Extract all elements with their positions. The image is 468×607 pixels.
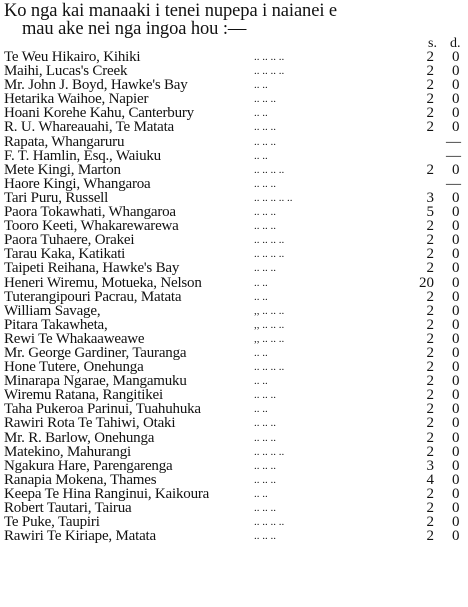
subscriber-name: Taha Pukeroa Parinui, Tuahuhuka — [4, 401, 201, 418]
amount-dash: — — [446, 147, 461, 164]
amount-shillings: 3 — [426, 457, 434, 474]
leader-dots: .. .. .. .. — [254, 445, 285, 458]
subscriber-name: Keepa Te Hina Ranginui, Kaikoura — [4, 485, 210, 502]
amount-shillings: 5 — [426, 204, 434, 221]
leader-dots: .. .. .. — [254, 459, 276, 472]
heading-line-2: mau ake nei nga ingoa hou :— — [22, 19, 247, 39]
amount-shillings: 2 — [426, 528, 434, 545]
leader-dots: .. .. .. .. .. — [254, 191, 293, 204]
amount-shillings: 2 — [426, 373, 434, 390]
amount-pence: 0 — [452, 77, 460, 94]
amount-pence: 0 — [452, 246, 460, 263]
amount-pence: 0 — [452, 415, 460, 432]
amount-pence: 0 — [452, 232, 460, 249]
subscriber-name: Ngakura Hare, Parengarenga — [4, 457, 173, 474]
list-item — [4, 416, 464, 430]
leader-dots: .. .. .. — [254, 206, 276, 219]
subscriber-name: Pitara Takawheta, — [4, 316, 108, 333]
list-item — [4, 149, 464, 163]
amount-shillings: 2 — [426, 49, 434, 65]
amount-shillings: 2 — [426, 260, 434, 277]
amount-pence: 0 — [452, 161, 460, 178]
subscriber-name: Tarau Kaka, Katikati — [4, 246, 126, 263]
subscriber-name: Rawiri Te Kiriape, Matata — [4, 528, 156, 545]
leader-dots: .. .. — [254, 276, 268, 289]
amount-pence: 0 — [452, 274, 460, 291]
amount-pence: 0 — [452, 373, 460, 390]
amount-shillings: 2 — [426, 500, 434, 516]
amount-shillings: 2 — [426, 232, 434, 249]
list-item — [4, 402, 464, 416]
leader-dots: .. .. .. — [254, 473, 276, 486]
amount-pence: 0 — [452, 514, 460, 531]
subscriber-name: Te Puke, Taupiri — [4, 514, 100, 531]
leader-dots: .. .. .. .. — [254, 248, 285, 261]
leader-dots: .. .. — [254, 79, 268, 92]
amount-shillings: 2 — [426, 401, 434, 418]
list-item — [4, 78, 464, 92]
list-item — [4, 135, 464, 149]
amount-pence: 0 — [452, 189, 460, 206]
subscriber-name: Tari Puru, Russell — [4, 189, 109, 206]
amount-pence: 0 — [452, 485, 460, 502]
leader-dots: .. .. .. — [254, 417, 276, 430]
subscriber-name: Robert Tautari, Tairua — [4, 500, 132, 516]
list-item — [4, 261, 464, 275]
amount-shillings: 20 — [419, 274, 434, 291]
leader-dots: .. .. .. — [254, 262, 276, 275]
amount-pence: 0 — [452, 471, 460, 488]
leader-dots: ,, .. .. .. — [254, 318, 285, 331]
list-item — [4, 106, 464, 120]
amount-pence: 0 — [452, 302, 460, 319]
leader-dots: .. .. .. — [254, 530, 276, 543]
amount-shillings: 2 — [426, 288, 434, 305]
subscriber-name: Haore Kingi, Whangaroa — [4, 175, 151, 192]
amount-pence: 0 — [452, 500, 460, 516]
list-item — [4, 120, 464, 134]
subscriber-name: Hoani Korehe Kahu, Canterbury — [4, 105, 194, 122]
subscriber-name: Rapata, Whangaruru — [4, 133, 125, 150]
list-item — [4, 163, 464, 177]
list-item — [4, 445, 464, 459]
list-item — [4, 501, 464, 515]
subscriber-name: Mr. George Gardiner, Tauranga — [4, 344, 187, 361]
leader-dots: .. .. .. — [254, 177, 276, 190]
amount-pence: 0 — [452, 204, 460, 221]
leader-dots: .. .. .. .. — [254, 51, 285, 63]
leader-dots: .. .. .. — [254, 502, 276, 514]
subscriber-name: R. U. Whareauahi, Te Matata — [4, 119, 175, 136]
leader-dots: .. .. .. .. — [254, 361, 285, 374]
leader-dots: .. .. — [254, 107, 268, 120]
shillings-column-label: s. — [428, 36, 437, 51]
subscriber-name: Mr. R. Barlow, Onehunga — [4, 429, 155, 446]
subscriber-name: Hetarika Waihoe, Napier — [4, 91, 149, 108]
amount-shillings: 2 — [426, 302, 434, 319]
list-item — [4, 515, 464, 529]
amount-dash: — — [446, 175, 461, 192]
list-item — [4, 290, 464, 304]
list-item — [4, 459, 464, 473]
subscriber-name: William Savage, — [4, 302, 101, 319]
list-item — [4, 332, 464, 346]
leader-dots: .. .. .. — [254, 389, 276, 402]
subscriber-name: Taipeti Reihana, Hawke's Bay — [4, 260, 180, 277]
leader-dots: .. .. — [254, 149, 268, 162]
list-item — [4, 431, 464, 445]
subscriber-name: Tuterangipouri Pacrau, Matata — [4, 288, 182, 305]
list-item — [4, 346, 464, 360]
amount-shillings: 3 — [426, 189, 434, 206]
amount-dash: — — [446, 133, 461, 150]
leader-dots: .. .. — [254, 346, 268, 359]
subscriber-name: Heneri Wiremu, Motueka, Nelson — [4, 274, 202, 291]
list-item — [4, 318, 464, 332]
list-heading — [4, 2, 464, 38]
subscriber-name: Mete Kingi, Marton — [4, 161, 121, 178]
amount-shillings: 2 — [426, 218, 434, 235]
list-item — [4, 92, 464, 106]
amount-pence: 0 — [452, 105, 460, 122]
amount-pence: 0 — [452, 91, 460, 108]
leader-dots: ,, .. .. .. — [254, 332, 285, 345]
amount-shillings: 2 — [426, 443, 434, 460]
leader-dots: .. .. — [254, 290, 268, 303]
list-item — [4, 360, 464, 374]
leader-dots: .. .. .. — [254, 431, 276, 444]
list-item — [4, 50, 464, 64]
amount-pence: 0 — [452, 429, 460, 446]
list-item — [4, 247, 464, 261]
list-item — [4, 487, 464, 501]
amount-shillings: 2 — [426, 119, 434, 136]
amount-shillings: 2 — [426, 344, 434, 361]
subscriber-name: F. T. Hamlin, Esq., Waiuku — [4, 147, 161, 164]
subscriber-name: Rawiri Rota Te Tahiwi, Otaki — [4, 415, 176, 432]
heading-line-1: Ko nga kai manaaki i tenei nupepa i naianei e — [4, 1, 337, 21]
list-item — [4, 473, 464, 487]
subscriber-name: Matekino, Mahurangi — [4, 443, 132, 460]
leader-dots: .. .. .. — [254, 121, 276, 134]
amount-shillings: 2 — [426, 514, 434, 531]
subscriber-name: Paora Tokawhati, Whangaroa — [4, 204, 176, 221]
subscriber-name: Hone Tutere, Onehunga — [4, 359, 144, 376]
leader-dots: .. .. — [254, 487, 268, 500]
amount-shillings: 2 — [426, 161, 434, 178]
leader-dots: ,, .. .. .. — [254, 304, 285, 317]
amount-shillings: 2 — [426, 485, 434, 502]
amount-pence: 0 — [452, 344, 460, 361]
amount-pence: 0 — [452, 218, 460, 235]
amount-pence: 0 — [452, 63, 460, 80]
leader-dots: .. .. .. .. — [254, 234, 285, 247]
amount-shillings: 2 — [426, 359, 434, 376]
subscriber-name: Mr. John J. Boyd, Hawke's Bay — [4, 77, 188, 94]
leader-dots: .. .. .. — [254, 135, 276, 148]
amount-shillings: 2 — [426, 415, 434, 432]
subscriber-name: Paora Tuhaere, Orakei — [4, 232, 135, 249]
leader-dots: .. .. — [254, 403, 268, 416]
subscriber-name: Minarapa Ngarae, Mangamuku — [4, 373, 187, 390]
list-item — [4, 388, 464, 402]
leader-dots: .. .. .. — [254, 220, 276, 233]
amount-shillings: 2 — [426, 246, 434, 263]
list-item — [4, 64, 464, 78]
amount-pence: 0 — [452, 316, 460, 333]
amount-pence: 0 — [452, 528, 460, 545]
amount-shillings: 2 — [426, 387, 434, 404]
amount-shillings: 2 — [426, 330, 434, 347]
subscriber-name: Ranapia Mokena, Thames — [4, 471, 157, 488]
amount-pence: 0 — [452, 49, 460, 65]
amount-pence: 0 — [452, 387, 460, 404]
amount-pence: 0 — [452, 443, 460, 460]
subscriber-name: Wiremu Ratana, Rangitikei — [4, 387, 163, 404]
amount-shillings: 2 — [426, 429, 434, 446]
subscriber-name: Te Weu Hikairo, Kihiki — [4, 49, 141, 65]
amount-shillings: 4 — [426, 471, 434, 488]
leader-dots: .. .. .. .. — [254, 516, 285, 529]
amount-shillings: 2 — [426, 316, 434, 333]
amount-shillings: 2 — [426, 63, 434, 80]
list-item — [4, 374, 464, 388]
amount-pence: 0 — [452, 288, 460, 305]
amount-pence: 0 — [452, 330, 460, 347]
subscriber-name: Tooro Keeti, Whakarewarewa — [4, 218, 179, 235]
amount-pence: 0 — [452, 119, 460, 136]
amount-shillings: 2 — [426, 91, 434, 108]
list-item — [4, 219, 464, 233]
pence-column-label: d. — [450, 36, 461, 51]
leader-dots: .. .. .. .. — [254, 65, 285, 78]
list-item — [4, 304, 464, 318]
leader-dots: .. .. — [254, 375, 268, 388]
subscriber-list — [4, 50, 464, 543]
amount-pence: 0 — [452, 401, 460, 418]
leader-dots: .. .. .. — [254, 93, 276, 106]
list-item — [4, 276, 464, 290]
subscriber-name: Maihi, Lucas's Creek — [4, 63, 128, 80]
list-item — [4, 233, 464, 247]
list-item — [4, 177, 464, 191]
list-item — [4, 529, 464, 543]
amount-pence: 0 — [452, 260, 460, 277]
list-item — [4, 205, 464, 219]
subscriber-name: Rewi Te Whakaaweawe — [4, 330, 145, 347]
amount-shillings: 2 — [426, 105, 434, 122]
leader-dots: .. .. .. .. — [254, 163, 285, 176]
amount-pence: 0 — [452, 457, 460, 474]
amount-shillings: 2 — [426, 77, 434, 94]
list-item — [4, 191, 464, 205]
amount-pence: 0 — [452, 359, 460, 376]
